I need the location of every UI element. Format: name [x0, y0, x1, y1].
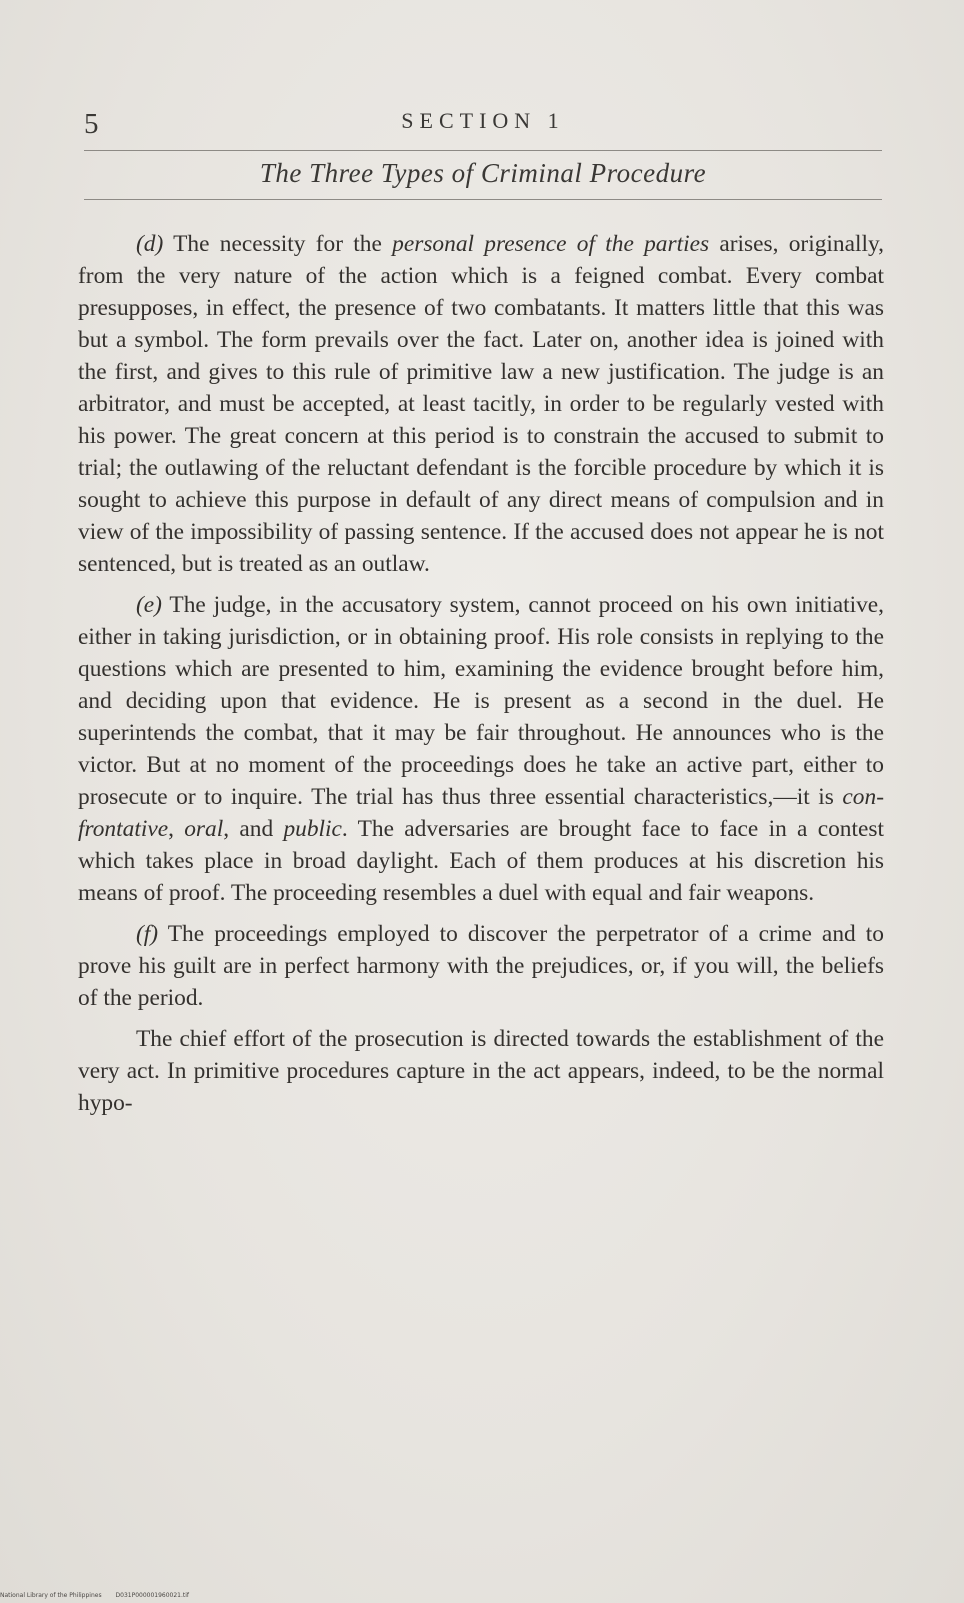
paragraph-e-emphasis-oral: oral [184, 816, 224, 842]
paragraph-d-text-2: arises, originally, from the very nature of the action which is a feigned combat. Every combat presupposes, in effect, the presence of two combatants. It matters little that this was but a symbol. The form prevails over the fact. Later on, another idea is joined with the first, and gives to this rule of primitive law a new justification. The judge is an arbitrator, and must be accepted, at least tacitly, in order to be regularly vested with his power. The great concern at this period is to constrain the accused to submit to trial; the outlawing of the reluctant defendant is the forcible procedure by which it is sought to achieve this purpose in default of any direct means of compulsion and in view of the impossibility of passing sentence. If the accused does not appear he is not sentenced, but is treated as an outlaw. [78, 231, 884, 577]
paragraph-e [78, 589, 884, 909]
page-number: 5 [84, 108, 99, 140]
scan-file-code: D031P000001960021.tif [115, 1592, 190, 1599]
paragraph-f-label: (f) [136, 921, 159, 947]
paragraph-f-text-1: The proceedings employed to discover the perpetrator of a crime and to prove his guilt are in perfect harmony with the prejudices, or, if you will, the beliefs of the period. [78, 921, 884, 1011]
body-text [78, 228, 884, 1119]
paragraph-g-text-1: The chief effort of the prosecution is directed towards the establishment of the very act. In primitive procedures capture in the act appears, indeed, to be the normal hypo- [78, 1026, 884, 1116]
paragraph-d-emphasis: personal presence of the parties [392, 231, 710, 257]
paragraph-d-label: (d) [136, 231, 164, 257]
paragraph-e-text-3: , and [223, 816, 284, 842]
header-rule-top [84, 150, 882, 151]
scan-library-label: National Library of the Philippines [0, 1592, 102, 1599]
paragraph-e-text-4: . The adversaries are brought face to face in a contest which takes place in broad daylight. Each of them produces at his discretion his means of proof. The proceeding resembles a duel with equal and fair weapons. [78, 816, 884, 906]
paragraph-d [78, 228, 884, 580]
page-header [84, 106, 882, 150]
header-rule-bottom [84, 199, 882, 200]
scan-footer [0, 1592, 189, 1599]
paragraph-e-label: (e) [136, 592, 162, 618]
paragraph-e-emphasis-confrontative: confrontative [78, 784, 884, 842]
paragraph-e-text-1: The judge, in the accusatory system, cannot proceed on his own initiative, either in taking jurisdiction, or in obtaining proof. His role consists in replying to the questions which are presented to him, examining the evidence brought before him, and deciding upon that evidence. He is present as a second in the duel. He superintends the combat, that it may be fair throughout. He announces who is the victor. But at no moment of the proceedings does he take an active part, either to prosecute or to inquire. The trial has thus three essential characteristics,—it is [78, 592, 884, 810]
chapter-title: The Three Types of Criminal Procedure [259, 158, 707, 188]
paragraph-e-text-2: , [168, 816, 185, 842]
section-label: SECTION 1 [401, 108, 565, 133]
paragraph-f [78, 918, 884, 1014]
paragraph-d-text-1: The necessity for the [163, 231, 393, 257]
paragraph-g [78, 1023, 884, 1119]
paragraph-e-emphasis-public: public [283, 816, 342, 842]
